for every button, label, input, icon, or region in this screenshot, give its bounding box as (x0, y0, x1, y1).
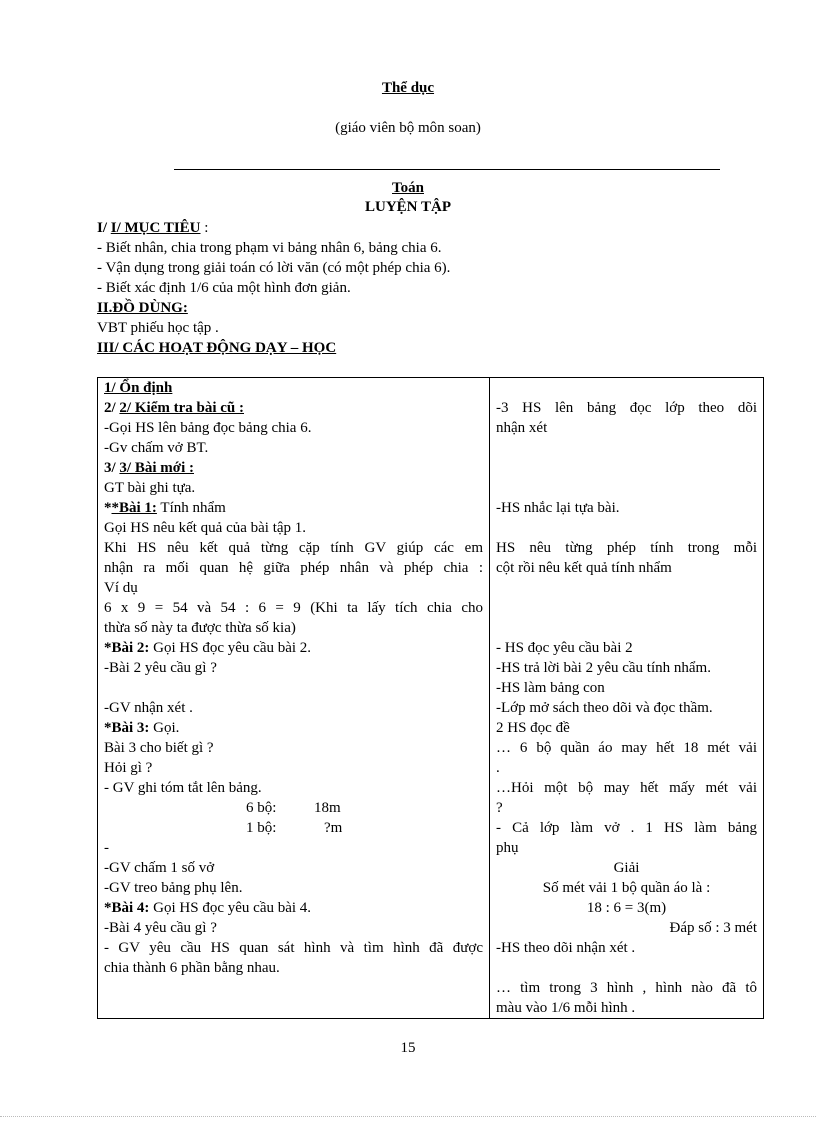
teacher-line: Khi HS nêu kết quả từng cặp tính GV giúp các em (104, 540, 483, 556)
objective-item: - Biết xác định 1/6 của một hình đơn giản. (97, 280, 351, 296)
teacher-line: -GV nhận xét . (104, 700, 193, 716)
exercise-1-heading: **Bài 1: Tính nhẩm (104, 500, 226, 516)
teacher-line: 6 x 9 = 54 và 54 : 6 = 9 (Khi ta lấy tích chia cho (104, 600, 483, 616)
solution-line: 18 : 6 = 3(m) (586, 900, 667, 916)
summary-label: 6 bộ: (246, 800, 277, 816)
student-line: phụ (496, 840, 519, 856)
activities-heading: III/ CÁC HOẠT ĐỘNG DẠY – HỌC (97, 340, 337, 356)
section-kiem-tra: 2/ 2/ Kiểm tra bài cũ : (104, 400, 244, 416)
subject-note: (giáo viên bộ môn soan) (335, 120, 481, 136)
student-line: -HS nhắc lại tựa bài. (496, 500, 620, 516)
student-line: HS nêu từng phép tính trong mỗi (496, 540, 757, 556)
teacher-line: Ví dụ (104, 580, 138, 596)
page-edge-rule (0, 1116, 816, 1117)
student-line: -HS làm bảng con (496, 680, 605, 696)
teacher-line: nhận ra mối quan hệ giữa phép nhân và phép chia : (104, 560, 483, 576)
teacher-line: - GV yêu cầu HS quan sát hình và tìm hình đã được (104, 940, 483, 956)
teacher-line: -Bài 2 yêu cầu gì ? (104, 660, 217, 676)
teacher-line: Gọi HS nêu kết quả của bài tập 1. (104, 520, 307, 536)
objectives-heading: I/ MỤC TIÊU (110, 220, 201, 236)
exercise-2-heading: *Bài 2: Gọi HS đọc yêu cầu bài 2. (104, 640, 312, 656)
student-line: … tìm trong 3 hình , hình nào đã tô (496, 980, 757, 996)
solution-answer: Đáp số : 3 mét (669, 920, 757, 936)
summary-value: 18m (314, 800, 341, 816)
teacher-line: thừa số này ta được thừa số kia) (104, 620, 296, 636)
teacher-line: Bài 3 cho biết gì ? (104, 740, 214, 756)
teacher-line: chia thành 6 phần bằng nhau. (104, 960, 280, 976)
solution-line: Số mét vải 1 bộ quần áo là : (542, 880, 711, 896)
teacher-column (98, 378, 490, 1019)
lesson-subject: Toán (392, 180, 424, 196)
summary-value: ?m (324, 820, 343, 836)
teacher-line: - GV ghi tóm tắt lên bảng. (104, 780, 262, 796)
solution-title: Giải (613, 860, 640, 876)
student-line: ? (496, 800, 503, 816)
student-line: 2 HS đọc đề (496, 720, 570, 736)
student-line: nhận xét (496, 420, 548, 436)
teacher-line: -Gọi HS lên bảng đọc bảng chia 6. (104, 420, 312, 436)
materials-text: VBT phiếu học tập . (97, 320, 219, 336)
teacher-line: - (104, 840, 109, 856)
student-line: …Hỏi một bộ may hết mấy mét vải (496, 780, 757, 796)
student-line: cột rồi nêu kết quả tính nhẩm (496, 560, 672, 576)
section-on-dinh: 1/ Ổn định (104, 380, 173, 396)
student-line: -HS theo dõi nhận xét . (496, 940, 636, 956)
teacher-line: -GV treo bảng phụ lên. (104, 880, 243, 896)
objective-item: - Vận dụng trong giải toán có lời văn (có một phép chia 6). (97, 260, 451, 276)
student-line: … 6 bộ quần áo may hết 18 mét vải (496, 740, 757, 756)
student-line: -HS trả lời bài 2 yêu cầu tính nhẩm. (496, 660, 711, 676)
student-line: - Cả lớp làm vở . 1 HS làm bảng (496, 820, 757, 836)
teacher-line: -Gv chấm vở BT. (104, 440, 209, 456)
exercise-4-heading: *Bài 4: Gọi HS đọc yêu cầu bài 4. (104, 900, 312, 916)
section-bai-moi: 3/ 3/ Bài mới : (104, 460, 194, 476)
student-line: -3 HS lên bảng đọc lớp theo dõi (496, 400, 757, 416)
teacher-line: GT bài ghi tựa. (104, 480, 196, 496)
teacher-line: -Bài 4 yêu cầu gì ? (104, 920, 217, 936)
exercise-3-heading: *Bài 3: Gọi. (104, 720, 180, 736)
student-column (490, 378, 764, 1019)
objectives-heading-row (97, 218, 208, 238)
page-number: 15 (400, 1040, 416, 1056)
objectives-colon: : (200, 220, 209, 236)
student-line: màu vào 1/6 mỗi hình . (496, 1000, 636, 1016)
teacher-line: -GV chấm 1 số vở (104, 860, 215, 876)
summary-label: 1 bộ: (246, 820, 277, 836)
lesson-title: LUYỆN TẬP (365, 199, 451, 215)
student-line: - HS đọc yêu cầu bài 2 (496, 640, 633, 656)
student-line: -Lớp mở sách theo dõi và đọc thầm. (496, 700, 713, 716)
teacher-line: Hỏi gì ? (104, 760, 153, 776)
materials-heading: II.ĐỒ DÙNG: (97, 300, 188, 316)
objectives-prefix: I/ (97, 220, 111, 236)
student-line: . (496, 760, 500, 776)
subject-title: Thể dục (381, 80, 435, 96)
activities-table (97, 377, 764, 1019)
objective-item: - Biết nhân, chia trong phạm vi bảng nhân 6, bảng chia 6. (97, 240, 442, 256)
divider-line (174, 169, 720, 170)
